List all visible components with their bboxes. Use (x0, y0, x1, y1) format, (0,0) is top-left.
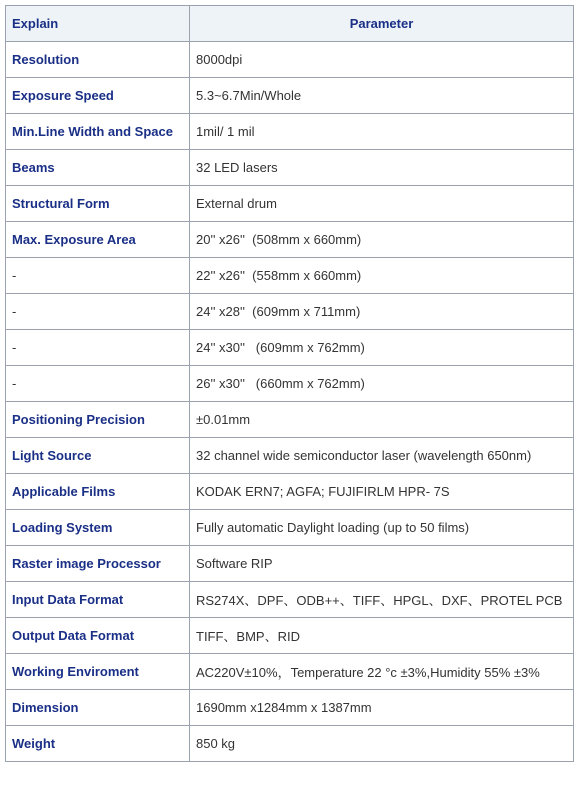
row-value: External drum (190, 186, 574, 222)
table-row (6, 330, 574, 366)
row-value: AC220V±10%，Temperature 22 °c ±3%,Humidity 55% ±3% (190, 654, 574, 690)
row-value: 1mil/ 1 mil (190, 114, 574, 150)
row-value: 32 channel wide semiconductor laser (wavelength 650nm) (190, 438, 574, 474)
row-label: Output Data Format (6, 618, 190, 654)
row-label: Working Enviroment (6, 654, 190, 690)
table-row (6, 618, 574, 654)
table-row (6, 654, 574, 690)
row-label: Exposure Speed (6, 78, 190, 114)
table-row (6, 726, 574, 762)
row-value: 24'' x30'' (609mm x 762mm) (190, 330, 574, 366)
row-label: Beams (6, 150, 190, 186)
table-row (6, 222, 574, 258)
spec-table (5, 5, 574, 762)
table-row (6, 294, 574, 330)
row-label: Min.Line Width and Space (6, 114, 190, 150)
row-value: 850 kg (190, 726, 574, 762)
row-label: Raster image Processor (6, 546, 190, 582)
row-label: Structural Form (6, 186, 190, 222)
table-row (6, 42, 574, 78)
table-row (6, 402, 574, 438)
row-label: Resolution (6, 42, 190, 78)
column-header-parameter: Parameter (190, 6, 574, 42)
row-value: 20'' x26'' (508mm x 660mm) (190, 222, 574, 258)
row-value: ±0.01mm (190, 402, 574, 438)
row-label: Weight (6, 726, 190, 762)
table-row (6, 366, 574, 402)
row-value: Software RIP (190, 546, 574, 582)
row-value: 26'' x30'' (660mm x 762mm) (190, 366, 574, 402)
row-label: - (6, 366, 190, 402)
row-value: RS274X、DPF、ODB++、TIFF、HPGL、DXF、PROTEL PCB (190, 582, 574, 618)
table-row (6, 186, 574, 222)
row-value: 8000dpi (190, 42, 574, 78)
table-row (6, 474, 574, 510)
row-label: Dimension (6, 690, 190, 726)
row-label: - (6, 294, 190, 330)
row-label: Input Data Format (6, 582, 190, 618)
table-row (6, 438, 574, 474)
table-row (6, 114, 574, 150)
row-label: Light Source (6, 438, 190, 474)
table-row (6, 510, 574, 546)
row-label: Applicable Films (6, 474, 190, 510)
row-value: 24'' x28'' (609mm x 711mm) (190, 294, 574, 330)
table-row (6, 150, 574, 186)
row-label: Max. Exposure Area (6, 222, 190, 258)
table-row (6, 582, 574, 618)
row-value: TIFF、BMP、RID (190, 618, 574, 654)
table-row (6, 546, 574, 582)
table-row (6, 78, 574, 114)
row-value: 32 LED lasers (190, 150, 574, 186)
row-label: Positioning Precision (6, 402, 190, 438)
row-value: 1690mm x1284mm x 1387mm (190, 690, 574, 726)
table-row (6, 690, 574, 726)
row-value: 5.3~6.7Min/Whole (190, 78, 574, 114)
row-value: Fully automatic Daylight loading (up to 50 films) (190, 510, 574, 546)
column-header-explain: Explain (6, 6, 190, 42)
table-row (6, 258, 574, 294)
row-label: Loading System (6, 510, 190, 546)
table-header-row (6, 6, 574, 42)
row-value: 22'' x26'' (558mm x 660mm) (190, 258, 574, 294)
row-label: - (6, 330, 190, 366)
row-label: - (6, 258, 190, 294)
row-value: KODAK ERN7; AGFA; FUJIFIRLM HPR- 7S (190, 474, 574, 510)
